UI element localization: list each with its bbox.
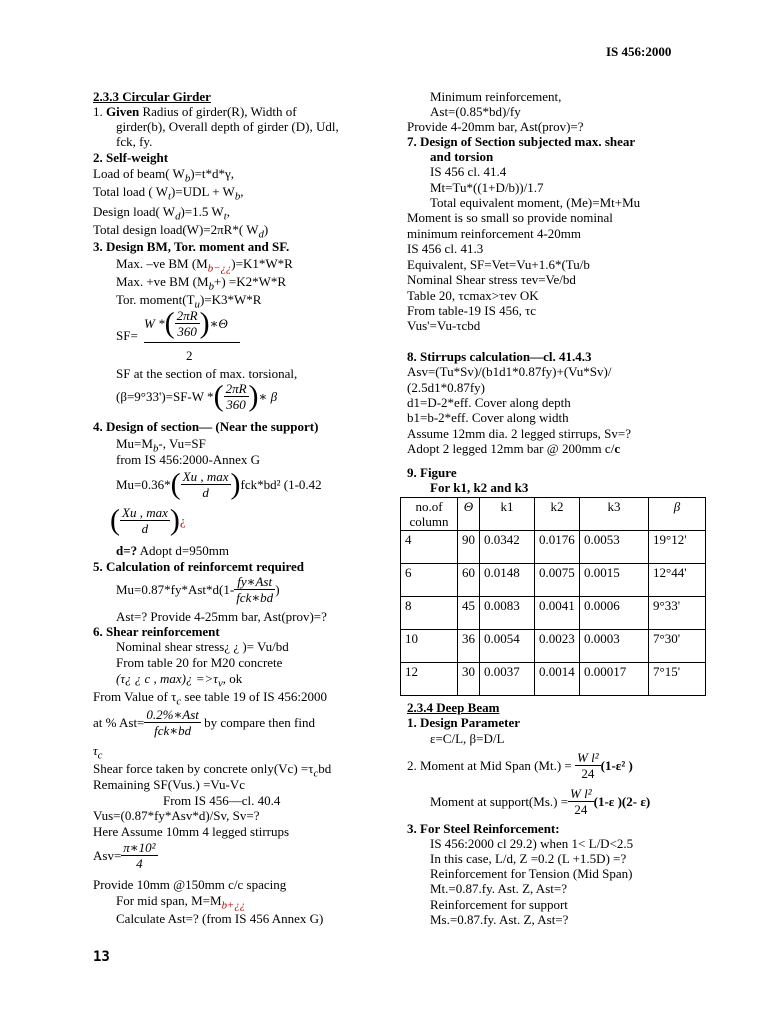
asv-torsion-eq-2: (2.5d1*0.87fy) <box>407 380 485 395</box>
table-cell: 0.0053 <box>580 531 649 564</box>
given-line-2: girder(b), Overall depth of girder (D), Udl, <box>116 119 339 134</box>
heading-design-max-shear: 7. Design of Section subjected max. shear <box>407 134 636 149</box>
table-row <box>401 630 706 663</box>
is456-cl414: IS 456 cl. 41.4 <box>430 164 507 179</box>
table-cell: 60 <box>458 564 480 597</box>
from-value-tau: From Value of $\tau_c$ see table 19 of IS 456:2000 <box>93 689 328 708</box>
table-cell: 7°30' <box>649 630 706 663</box>
shear-force-concrete: Shear force taken by concrete only(Vc) $=\tau_cbd$ <box>93 761 332 780</box>
d-adopt: d=? Adopt d=950mm <box>116 543 229 558</box>
nominal-tev: Nominal Shear stress τev=Ve/bd <box>407 272 576 287</box>
load-of-beam: Load of beam( $W_b)=t*d*\gamma$, <box>93 166 235 185</box>
given-line-3: fck, fy. <box>116 134 153 149</box>
given-text: Radius of girder(R), Width of <box>139 104 297 119</box>
table-cell: 4 <box>401 531 458 564</box>
b1-equation: b1=b-2*eff. Cover along width <box>407 410 569 425</box>
tau-c: $\tau_c$ <box>93 743 103 762</box>
in-this-case: In this case, L/d, Z =0.2 (L +1.5D) =? <box>430 851 627 866</box>
mu-087: Mu=0.87*fy*Ast*d(1- $\frac{\text{fy∗Ast}}{\text{fck∗bd}}$ ) <box>116 574 280 605</box>
k-values-table <box>400 497 706 696</box>
heading-stirrups: 8. Stirrups calculation—cl. 41.4.3 <box>407 349 592 364</box>
mt-ast-equation: Mt.=0.87.fy. Ast. Z, Ast=? <box>430 881 567 896</box>
assume-12mm: Assume 12mm dia. 2 legged stirrups, Sv=? <box>407 426 631 441</box>
tau-c-max: (τ¿ ¿ c , max)¿ $=>\tau_v$, ok <box>116 671 243 690</box>
reinforcement-tension: Reinforcement for Tension (Mid Span) <box>430 866 633 881</box>
table-header-row <box>401 498 706 531</box>
at-percent-ast: at % Ast= $\frac{\text{0.2\%∗Ast}}{\text{fck∗bd}}$ by compare then find <box>93 707 315 738</box>
provide-10mm: Provide 10mm @150mm c/c spacing <box>93 877 287 892</box>
table-cell: 0.0006 <box>580 597 649 630</box>
table-cell: 10 <box>401 630 458 663</box>
from-is456-404: From IS 456—cl. 40.4 <box>163 793 281 808</box>
calculate-ast: Calculate Ast=? (from IS 456 Annex G) <box>116 911 324 926</box>
heading-steel-reinforcement: 3. For Steel Reinforcement: <box>407 821 560 836</box>
table-row <box>401 663 706 696</box>
asv-torsion-eq: Asv=(Tu*Sv)/(b1d1*0.87fy)+(Vu*Sv)/ <box>407 364 612 379</box>
given-line-1 <box>93 104 297 119</box>
annex-g: from IS 456:2000-Annex G <box>116 452 261 467</box>
reinforcement-support: Reinforcement for support <box>430 897 568 912</box>
provide-4-20: Provide 4-20mm bar, Ast(prov)=? <box>407 119 584 134</box>
table-cell: 0.0015 <box>580 564 649 597</box>
equivalent-sf: Equivalent, SF=Vet=Vu+1.6*(Tu/b <box>407 257 590 272</box>
table-20-m20: From table 20 for M20 concrete <box>116 655 283 670</box>
table-cell: 90 <box>458 531 480 564</box>
heading-calc-reinforcement: 5. Calculation of reinforcemt required <box>93 559 304 574</box>
standard-header: IS 456:2000 <box>606 44 672 59</box>
table-row <box>401 597 706 630</box>
header-no-of-column: no.of column <box>401 498 458 531</box>
table-row <box>401 564 706 597</box>
table-cell: 0.00017 <box>580 663 649 696</box>
mt-equation: Mt=Tu*((1+D/b))/1.7 <box>430 180 544 195</box>
vus-dash: Vus'=Vu-τcbd <box>407 318 481 333</box>
header-k3: k3 <box>580 498 649 531</box>
table-cell: 0.0014 <box>535 663 580 696</box>
max-pos-bm: Max. +ve BM $(M_b+) =K2*W*R$ <box>116 274 287 293</box>
mu-equals: $Mu=M_b-$, Vu=SF <box>116 436 206 455</box>
d1-equation: d1=D-2*eff. Cover along depth <box>407 395 571 410</box>
moment-mid-span: 2. Moment at Mid Span (Mt.) = $\frac{\text{W l²}}{24}$ (1-ε² ) <box>407 750 633 781</box>
is456-cl292: IS 456:2000 cl 29.2) when 1< L/D<2.5 <box>430 836 634 851</box>
given-number: 1. <box>93 104 103 119</box>
ms-ast-equation: Ms.=0.87.fy. Ast. Z, Ast=? <box>430 912 569 927</box>
table-cell: 19°12' <box>649 531 706 564</box>
total-design-load: Total design load(W)=2πR*( $W_d$) <box>93 222 269 241</box>
table-cell: 6 <box>401 564 458 597</box>
tor-moment: Tor. $moment(T_u)=K3*W*R$ <box>116 292 262 311</box>
table-cell: 0.0023 <box>535 630 580 663</box>
heading-shear-reinforcement: 6. Shear reinforcement <box>93 624 220 639</box>
max-neg-bm: Max. –ve BM $(M_{b-¿¿})=K1*W*R$ <box>116 256 293 275</box>
sf-label: SF= <box>116 328 138 343</box>
table-cell: 0.0148 <box>480 564 535 597</box>
table-20-ok: Table 20, τcmax>τev OK <box>407 288 539 303</box>
heading-design-section: 4. Design of section— (Near the support) <box>93 419 319 434</box>
section-title-circular-girder: 2.3.3 Circular Girder <box>93 89 211 104</box>
min-reinforcement: Minimum reinforcement, <box>430 89 562 104</box>
moment-support: Moment at support(Ms.) = $\frac{\text{W l²}}{24}$ (1-ε )(2- ε) <box>430 786 651 817</box>
heading-k-values: For k1, k2 and k3 <box>430 480 529 495</box>
beta-equation: (β=9°33')=SF-W *( $\frac{2\pi R}{360}$ )∗ β <box>116 379 278 413</box>
table-cell: 12 <box>401 663 458 696</box>
assume-stirrups: Here Assume 10mm 4 legged stirrups <box>93 824 290 839</box>
header-k1: k1 <box>480 498 535 531</box>
total-load: Total load ( $W_t)=UDL + W_b$, <box>93 184 244 203</box>
epsilon-beta: ε=C/L, β=D/L <box>430 731 505 746</box>
page-number: 13 <box>93 949 110 965</box>
given-label: Given <box>106 104 140 119</box>
asv-equation: Asv= $\frac{\text{π∗10²}}{4}$ <box>93 840 156 871</box>
xu-continuation: ( $\frac{Xu , \max}{d}$ )¿ <box>110 503 186 537</box>
nominal-shear-stress: Nominal shear stress¿ ¿ )= Vu/bd <box>116 639 289 654</box>
adopt-2-legged: Adopt 2 legged 12mm bar @ 200mm c/c <box>407 441 621 456</box>
table-cell: 45 <box>458 597 480 630</box>
table-cell: 7°15' <box>649 663 706 696</box>
table-row <box>401 531 706 564</box>
header-theta: Θ <box>458 498 480 531</box>
table-cell: 36 <box>458 630 480 663</box>
moment-small: Moment is so small so provide nominal <box>407 210 613 225</box>
table-cell: 0.0075 <box>535 564 580 597</box>
min-reinforcement-4-20: minimum reinforcement 4-20mm <box>407 226 582 241</box>
table-cell: 9°33' <box>649 597 706 630</box>
ast-min: Ast=(0.85*bd)/fy <box>430 104 521 119</box>
table-cell: 0.0176 <box>535 531 580 564</box>
heading-design-bm: 3. Design BM, Tor. moment and SF. <box>93 239 290 254</box>
table-cell: 30 <box>458 663 480 696</box>
total-equivalent-moment: Total equivalent moment, (Me)=Mt+Mu <box>430 195 641 210</box>
section-title-deep-beam: 2.3.4 Deep Beam <box>407 700 500 715</box>
design-load: Design load( $W_d)=1.5$ $W_t$, <box>93 204 230 223</box>
heading-design-parameter: 1. Design Parameter <box>407 715 520 730</box>
vus-equation: Vus=(0.87*fy*Asv*d)/Sv, Sv=? <box>93 808 260 823</box>
table-19: From table-19 IS 456, τc <box>407 303 537 318</box>
table-cell: 12°44' <box>649 564 706 597</box>
table-cell: 0.0054 <box>480 630 535 663</box>
mu-036: Mu=0.36*( $\frac{Xu , \max}{d}$ )fck*bd² (1-0.42 <box>116 467 322 501</box>
table-cell: 8 <box>401 597 458 630</box>
heading-and-torsion: and torsion <box>430 149 494 164</box>
is456-cl413: IS 456 cl. 41.3 <box>407 241 484 256</box>
ast-provide: Ast=? Provide 4-25mm bar, Ast(prov)=? <box>116 609 327 624</box>
table-cell: 0.0083 <box>480 597 535 630</box>
mid-span-moment: For mid span, $M=M_{b+¿¿}$ <box>116 893 246 912</box>
sf-torsional: SF at the section of max. torsional, <box>116 366 298 381</box>
header-beta: β <box>649 498 706 531</box>
table-cell: 0.0041 <box>535 597 580 630</box>
heading-figure: 9. Figure <box>407 465 457 480</box>
header-k2: k2 <box>535 498 580 531</box>
sf-denominator: 2 <box>186 348 193 363</box>
heading-self-weight: 2. Self-weight <box>93 150 169 165</box>
table-cell: 0.0003 <box>580 630 649 663</box>
sf-numerator: W *( $\frac{2\pi R}{360}$ )∗Θ <box>144 308 240 343</box>
remaining-sf: Remaining SF(Vus.) =Vu-Vc <box>93 777 246 792</box>
table-cell: 0.0037 <box>480 663 535 696</box>
table-cell: 0.0342 <box>480 531 535 564</box>
